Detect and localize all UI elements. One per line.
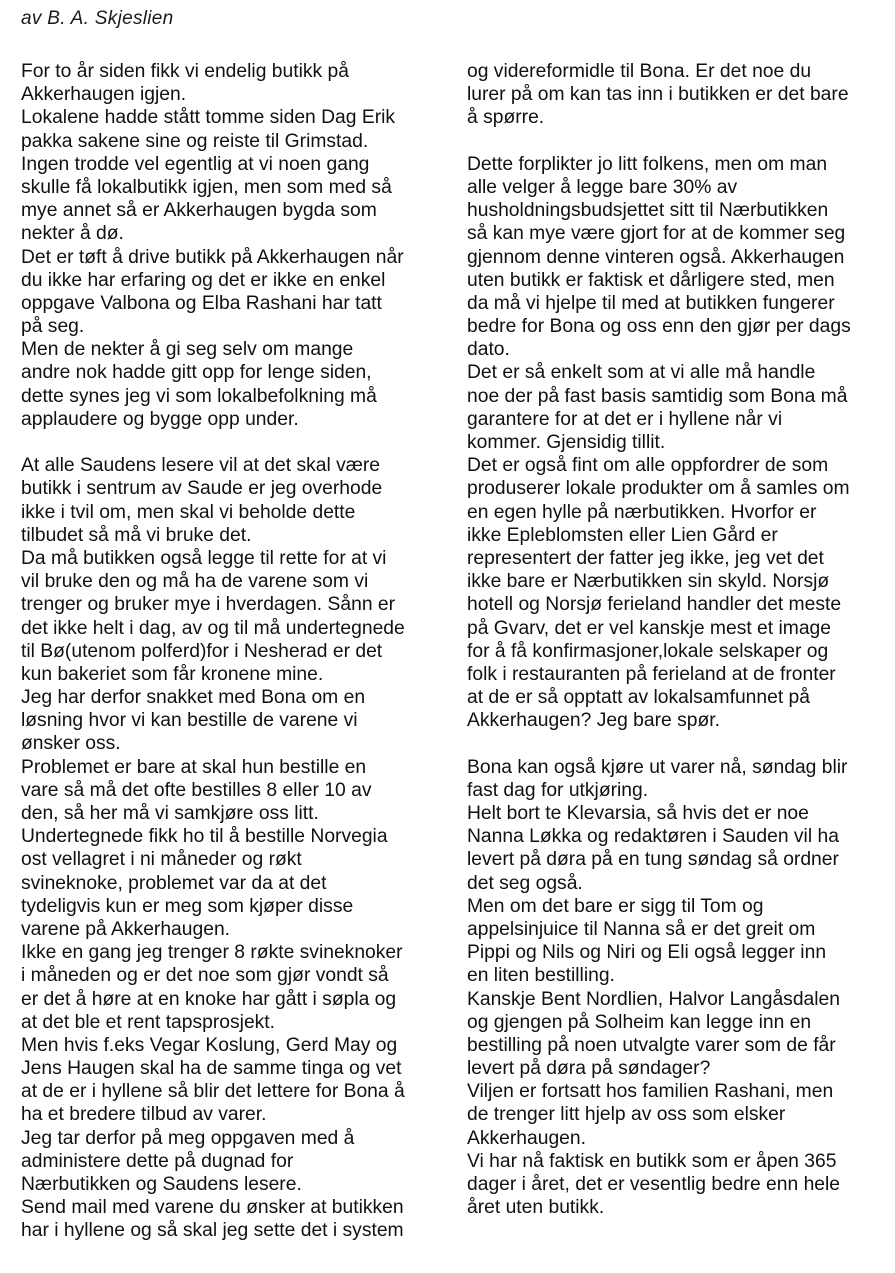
text-line: For to år siden fikk vi endelig butikk på bbox=[21, 61, 349, 82]
text-line: Pippi og Nils og Niri og Eli også legger inn bbox=[467, 942, 827, 964]
text-line: vil bruke den og må ha de varene som vi bbox=[21, 571, 369, 593]
text-line: varene på Akkerhaugen. bbox=[21, 918, 231, 940]
text-line: Jeg har derfor snakket med Bona om en bbox=[21, 687, 366, 709]
text-line: det ikke helt i dag, av og til må undertegnede bbox=[21, 617, 405, 639]
text-line: Vi har nå faktisk en butikk som er åpen 365 bbox=[467, 1150, 837, 1172]
text-line: Undertegnede fikk ho til å bestille Norvegia bbox=[21, 826, 388, 848]
text-line: Ingen trodde vel egentlig at vi noen gang bbox=[21, 153, 370, 175]
text-line: folk i restauranten på ferieland at de fronter bbox=[467, 663, 836, 685]
text-line: bedre for Bona og oss enn den gjør per dags bbox=[467, 316, 851, 338]
text-line: Helt bort te Klevarsia, så hvis det er noe bbox=[467, 803, 809, 824]
text-line: dette synes jeg vi som lokalbefolkning må bbox=[21, 385, 377, 407]
text-line: husholdningsbudsjettet sitt til Nærbutikken bbox=[467, 200, 829, 222]
text-line: levert på døra på en tung søndag så ordner bbox=[467, 849, 839, 871]
paragraph-gap bbox=[467, 732, 882, 755]
text-line: vare så må det ofte bestilles 8 eller 10 av bbox=[21, 779, 372, 801]
text-line: Nanna Løkka og redaktøren i Sauden vil ha bbox=[467, 826, 839, 848]
text-line: Bona kan også kjøre ut varer nå, søndag blir bbox=[467, 756, 848, 778]
text-line: pakka sakene sine og reiste til Grimstad. bbox=[21, 130, 369, 152]
text-line: skulle få lokalbutikk igjen, men som med så bbox=[21, 176, 392, 198]
text-line: Men om det bare er sigg til Tom og bbox=[467, 895, 764, 917]
text-line: på Gvarv, det er vel kanskje mest et image bbox=[467, 617, 831, 639]
text-line: gjennom denne vinteren også. Akkerhaugen bbox=[467, 246, 845, 268]
text-line: alle velger å legge bare 30% av bbox=[467, 176, 738, 198]
text-line: applaudere og bygge opp under. bbox=[21, 408, 299, 430]
text-line: en liten bestilling. bbox=[467, 965, 615, 987]
article-paragraph bbox=[467, 153, 882, 733]
text-line: ost vellagret i ni måneder og røkt bbox=[21, 849, 302, 871]
text-line: svineknoke, problemet var da at det bbox=[21, 872, 327, 894]
text-line: Det er også fint om alle oppfordrer de som bbox=[467, 455, 829, 477]
article-paragraph bbox=[467, 60, 882, 130]
article-paragraph bbox=[467, 756, 882, 1220]
text-line: så kan mye være gjort for at de kommer seg bbox=[467, 223, 846, 245]
article-byline: av B. A. Skjeslien bbox=[21, 8, 174, 29]
text-line: for å få konfirmasjoner,lokale selskaper og bbox=[467, 640, 829, 662]
text-line: Akkerhaugen. bbox=[467, 1127, 586, 1149]
text-line: Jeg tar derfor på meg oppgaven med å bbox=[21, 1127, 355, 1149]
text-line: året uten butikk. bbox=[467, 1197, 605, 1219]
paragraph-gap bbox=[21, 431, 441, 454]
text-line: dager i året, det er vesentlig bedre enn hele bbox=[467, 1174, 841, 1195]
text-line: ønsker oss. bbox=[21, 733, 121, 755]
text-line: Det er så enkelt som at vi alle må handle bbox=[467, 362, 816, 384]
text-line: Problemet er bare at skal hun bestille en bbox=[21, 756, 367, 778]
text-line: tydeligvis kun er meg som kjøper disse bbox=[21, 895, 354, 917]
text-line: en egen hylle på nærbutikken. Hvorfor er bbox=[467, 501, 817, 523]
text-line: Lokalene hadde stått tomme siden Dag Erik bbox=[21, 107, 396, 129]
text-line: på seg. bbox=[21, 316, 85, 338]
text-line: Akkerhaugen igjen. bbox=[21, 84, 187, 106]
text-line: Dette forplikter jo litt folkens, men om man bbox=[467, 153, 828, 175]
text-line: har i hyllene og så skal jeg sette det i system bbox=[21, 1220, 404, 1242]
text-line: appelsinjuice til Nanna så er det greit om bbox=[467, 918, 816, 940]
text-line: oppgave Valbona og Elba Rashani har tatt bbox=[21, 292, 382, 314]
text-line: den, så her må vi samkjøre oss litt. bbox=[21, 803, 319, 824]
text-line: uten butikk er faktisk et dårligere sted, men bbox=[467, 269, 835, 291]
article-column-right bbox=[467, 60, 882, 1219]
text-line: Jens Haugen skal ha de samme tinga og vet bbox=[21, 1058, 402, 1080]
text-line: andre nok hadde gitt opp for lenge siden, bbox=[21, 362, 372, 384]
text-line: i måneden og er det noe som gjør vondt så bbox=[21, 965, 389, 987]
text-line: butikk i sentrum av Saude er jeg overhode bbox=[21, 478, 383, 500]
text-line: Ikke en gang jeg trenger 8 røkte svineknoker bbox=[21, 942, 403, 964]
text-line: administere dette på dugnad for bbox=[21, 1150, 294, 1172]
text-line: Akkerhaugen? Jeg bare spør. bbox=[467, 710, 720, 732]
text-line: Send mail med varene du ønsker at butikken bbox=[21, 1197, 404, 1219]
text-line: løsning hvor vi kan bestille de varene vi bbox=[21, 710, 358, 732]
text-line: til Bø(utenom polferd)for i Nesherad er det bbox=[21, 640, 383, 662]
text-line: At alle Saudens lesere vil at det skal være bbox=[21, 455, 381, 477]
text-line: å spørre. bbox=[467, 107, 545, 129]
text-line: dato. bbox=[467, 339, 510, 361]
text-line: Viljen er fortsatt hos familien Rashani, men bbox=[467, 1081, 834, 1103]
text-line: de trenger litt hjelp av oss som elsker bbox=[467, 1104, 786, 1126]
text-line: produserer lokale produkter om å samles om bbox=[467, 478, 850, 500]
text-line: og videreformidle til Bona. Er det noe du bbox=[467, 61, 812, 82]
text-line: bestilling på noen utvalgte varer som de får bbox=[467, 1034, 836, 1056]
text-line: lurer på om kan tas inn i butikken er det bare bbox=[467, 84, 849, 106]
paragraph-gap bbox=[467, 130, 882, 153]
text-line: ikke i tvil om, men skal vi beholde dette bbox=[21, 501, 356, 523]
text-line: ha et bredere tilbud av varer. bbox=[21, 1104, 267, 1126]
text-line: representert der fatter jeg ikke, jeg vet det bbox=[467, 547, 824, 569]
text-line: mye annet så er Akkerhaugen bygda som bbox=[21, 200, 377, 222]
text-line: at det ble et rent tapsprosjekt. bbox=[21, 1011, 276, 1033]
text-line: hotell og Norsjø ferieland handler det meste bbox=[467, 594, 842, 616]
text-line: det seg også. bbox=[467, 872, 583, 894]
text-line: er det å høre at en knoke har gått i søpla og bbox=[21, 988, 397, 1010]
text-line: kun bakeriet som får kronene mine. bbox=[21, 663, 324, 685]
text-line: tilbudet så må vi bruke det. bbox=[21, 524, 252, 546]
article-paragraph bbox=[21, 454, 441, 1242]
text-line: du ikke har erfaring og det er ikke en enkel bbox=[21, 269, 386, 291]
text-line: ikke bare er Nærbutikken sin skyld. Norsjø bbox=[467, 571, 830, 593]
text-line: levert på døra på søndager? bbox=[467, 1058, 711, 1080]
text-line: Men de nekter å gi seg selv om mange bbox=[21, 339, 354, 361]
article-column-left bbox=[21, 60, 441, 1243]
text-line: garantere for at det er i hyllene når vi bbox=[467, 408, 783, 430]
text-line: Da må butikken også legge til rette for at vi bbox=[21, 547, 387, 569]
text-line: Men hvis f.eks Vegar Koslung, Gerd May og bbox=[21, 1034, 398, 1056]
text-line: Nærbutikken og Saudens lesere. bbox=[21, 1174, 302, 1195]
article-paragraph bbox=[21, 60, 441, 431]
text-line: kommer. Gjensidig tillit. bbox=[467, 432, 666, 453]
text-line: trenger og bruker mye i hverdagen. Sånn er bbox=[21, 594, 396, 616]
text-line: nekter å dø. bbox=[21, 223, 124, 245]
text-line: Det er tøft å drive butikk på Akkerhaugen når bbox=[21, 246, 404, 268]
text-line: at de er i hyllene så blir det lettere for Bona å bbox=[21, 1081, 405, 1103]
text-line: noe der på fast basis samtidig som Bona må bbox=[467, 385, 848, 407]
text-line: da må vi hjelpe til med at butikken fungerer bbox=[467, 292, 835, 314]
text-line: fast dag for utkjøring. bbox=[467, 779, 649, 801]
text-line: Kanskje Bent Nordlien, Halvor Langåsdalen bbox=[467, 988, 840, 1010]
text-line: ikke Epleblomsten eller Lien Gård er bbox=[467, 524, 778, 546]
text-line: og gjengen på Solheim kan legge inn en bbox=[467, 1011, 812, 1033]
text-line: at de er så opptatt av lokalsamfunnet på bbox=[467, 687, 810, 709]
